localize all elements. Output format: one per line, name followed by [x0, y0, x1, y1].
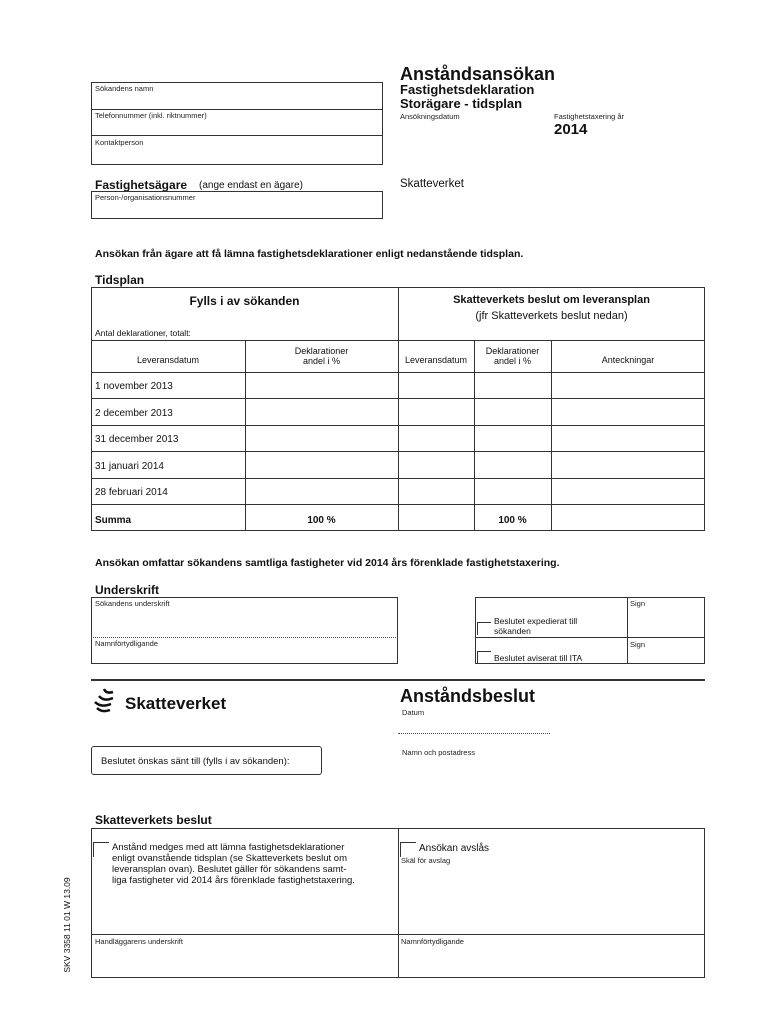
- reason-label: Skäl för avslag: [401, 856, 451, 865]
- granted-line4: liga fastigheter vid 2014 års förenklade fastighetstaxering.: [112, 875, 355, 886]
- granted-line1: Anstånd medges med att lämna fastighetsdeklarationer: [112, 842, 345, 853]
- granted-line3: leveransplan ovan). Beslutet gäller för sökandens samt-: [112, 864, 347, 875]
- agency-name: Skatteverket: [400, 178, 464, 190]
- sum-label: Summa: [95, 515, 132, 526]
- decision-date-field[interactable]: [400, 718, 550, 732]
- application-date-label: Ansökningsdatum: [400, 112, 460, 121]
- table-row-date: 2 december 2013: [95, 408, 173, 419]
- col-share-right-line1: Deklarationer: [485, 346, 540, 356]
- col-delivery-date-right: Leveransdatum: [404, 355, 468, 365]
- notified-label: Beslutet aviserat till ITA: [494, 653, 583, 663]
- sign-label: Sign: [630, 599, 646, 608]
- phone-field[interactable]: [92, 120, 382, 134]
- table-row-date: 31 december 2013: [95, 434, 179, 445]
- signature-separator: [91, 637, 398, 638]
- granted-checkbox[interactable]: [93, 842, 109, 857]
- expedited-line1: Beslutet expedierat till: [494, 616, 578, 626]
- intro-text: Ansökan från ägare att få lämna fastighetsdeklarationer enligt nedanstående tidsplan.: [95, 248, 524, 260]
- table-divider: [398, 287, 399, 531]
- reason-field[interactable]: [400, 866, 703, 932]
- officer-signature-field[interactable]: [92, 946, 397, 977]
- share-input[interactable]: [246, 426, 397, 451]
- share-input[interactable]: [246, 479, 397, 504]
- signature-field[interactable]: [92, 608, 397, 636]
- assessment-year: 2014: [554, 121, 588, 138]
- form-subtitle-1: Fastighetsdeklaration: [400, 82, 535, 97]
- divider: [91, 934, 705, 935]
- applicant-name-label: Sökandens namn: [95, 84, 154, 93]
- officer-name-field[interactable]: [400, 946, 704, 977]
- applicant-name-field[interactable]: [92, 93, 382, 108]
- divider: [627, 597, 628, 664]
- table-row-date: 1 november 2013: [95, 381, 173, 392]
- rejected-checkbox[interactable]: [400, 842, 416, 857]
- contact-label: Kontaktperson: [95, 138, 144, 147]
- assessment-year-label: Fastighetstaxering år: [554, 112, 625, 121]
- share-input[interactable]: [246, 399, 397, 425]
- agency-decision-heading: Skatteverkets beslut: [95, 813, 212, 827]
- divider: [91, 135, 383, 136]
- rejected-label: Ansökan avslås: [419, 843, 490, 854]
- owner-id-field[interactable]: [92, 202, 382, 218]
- contact-field[interactable]: [92, 147, 382, 164]
- owner-id-label: Person-/organisationsnummer: [95, 193, 196, 202]
- share-input[interactable]: [246, 373, 397, 398]
- decision-title: Anståndsbeslut: [400, 686, 536, 706]
- total-label: Antal deklarationer, totalt:: [95, 328, 191, 338]
- left-table-heading: Fylls i av sökanden: [189, 294, 300, 308]
- owner-heading: Fastighetsägare: [95, 178, 188, 192]
- divider: [91, 109, 383, 110]
- table-divider: [91, 340, 705, 341]
- table-divider: [551, 340, 552, 531]
- application-date-field[interactable]: [400, 121, 540, 137]
- right-table-heading: Skatteverkets beslut om leveransplan: [453, 294, 650, 306]
- notified-checkbox[interactable]: [477, 651, 491, 664]
- table-divider: [91, 398, 705, 399]
- form-code: SKV 3358 11 01 W 13.09: [62, 877, 72, 973]
- divider: [398, 828, 399, 978]
- sum-left: 100 %: [307, 515, 336, 526]
- granted-line2: enligt ovanstående tidsplan (se Skatteverkets beslut om: [112, 853, 347, 864]
- sum-right: 100 %: [498, 515, 527, 526]
- share-input[interactable]: [246, 452, 397, 478]
- table-divider: [91, 504, 705, 505]
- table-divider: [474, 340, 475, 531]
- table-row-date: 28 februari 2014: [95, 487, 168, 498]
- scope-text: Ansökan omfattar sökandens samtliga fastigheter vid 2014 års förenklade fastighetstaxering.: [95, 557, 560, 569]
- sign-label: Sign: [630, 640, 646, 649]
- name-clarification-field[interactable]: [92, 648, 397, 663]
- signature-heading: Underskrift: [95, 583, 160, 597]
- expedited-line2: sökanden: [494, 626, 531, 636]
- col-notes: Anteckningar: [601, 355, 655, 365]
- form-subtitle-2: Storägare - tidsplan: [400, 96, 523, 111]
- skatteverket-logo-icon: [92, 686, 122, 716]
- col-share-line1: Deklarationer: [294, 346, 349, 356]
- right-table-subheading: (jfr Skatteverkets beslut nedan): [475, 310, 628, 322]
- col-share-line2: andel i %: [302, 356, 341, 366]
- phone-label: Telefonnummer (inkl. riktnummer): [95, 111, 207, 120]
- schedule-heading: Tidsplan: [95, 273, 145, 287]
- officer-signature-label: Handläggarens underskrift: [95, 937, 183, 946]
- section-divider: [91, 679, 705, 681]
- total-field[interactable]: [230, 326, 395, 338]
- table-divider: [91, 425, 705, 426]
- signature-label: Sökandens underskrift: [95, 599, 170, 608]
- divider: [475, 637, 705, 638]
- decision-date-label: Datum: [402, 708, 425, 717]
- table-row-date: 31 januari 2014: [95, 461, 164, 472]
- expedited-checkbox[interactable]: [477, 622, 491, 635]
- address-field[interactable]: [400, 758, 700, 808]
- date-line: [398, 733, 550, 734]
- logo-text: Skatteverket: [125, 694, 227, 713]
- owner-note: (ange endast en ägare): [199, 180, 303, 191]
- address-label: Namn och postadress: [402, 748, 475, 757]
- col-delivery-date: Leveransdatum: [136, 355, 200, 365]
- send-to-label: Beslutet önskas sänt till (fylls i av sökanden):: [101, 756, 290, 767]
- table-divider: [91, 451, 705, 452]
- table-divider: [91, 478, 705, 479]
- col-share-right-line2: andel i %: [493, 356, 532, 366]
- name-clarification-label: Namnförtydligande: [95, 639, 158, 648]
- table-divider: [91, 372, 705, 373]
- form-title: Anståndsansökan: [400, 64, 556, 84]
- officer-name-label: Namnförtydligande: [401, 937, 464, 946]
